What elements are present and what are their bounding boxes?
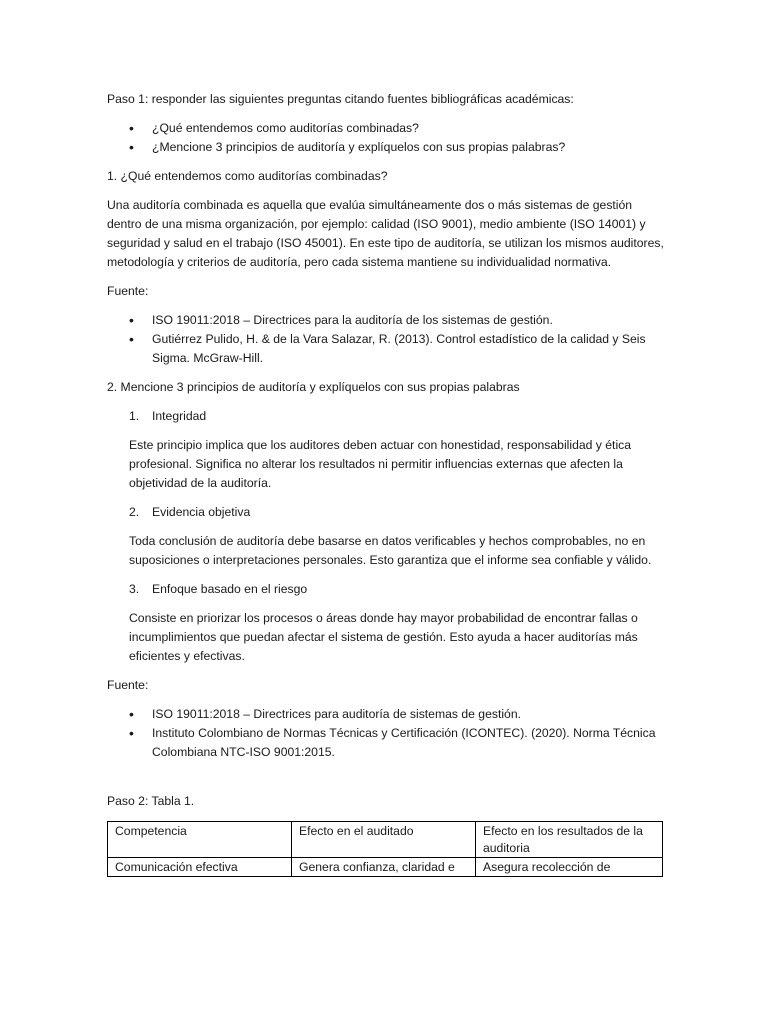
principle-title: Enfoque basado en el riesgo: [152, 582, 308, 596]
principle-title: Evidencia objetiva: [152, 505, 251, 519]
table-cell: Genera confianza, claridad e: [292, 858, 476, 877]
table-cell: Comunicación efectiva: [108, 858, 292, 877]
step1-question-item: • ¿Mencione 3 principios de auditoría y explíquelos con sus propias palabras?: [107, 138, 667, 157]
principle-title: Integridad: [152, 409, 207, 423]
principle-title-item: [107, 407, 667, 426]
q2-source-label: Fuente:: [107, 678, 149, 692]
q2-source-item: • Instituto Colombiano de Normas Técnicas y Certificación (ICONTEC). (2020). Norma Técnica Colombiana NTC-ISO 9001:2015.: [107, 724, 667, 762]
principle-number: 2.: [129, 505, 140, 519]
table-header-cell: Competencia: [108, 822, 292, 858]
principle-title-item: [107, 580, 667, 599]
q1-source-list: [107, 311, 667, 368]
q1-source-item: • ISO 19011:2018 – Directrices para la auditoría de los sistemas de gestión.: [107, 311, 667, 330]
principle-number: 1.: [129, 409, 140, 423]
q1-answer: Una auditoría combinada es aquella que evalúa simultáneamente dos o más sistemas de gestión dentro de una misma organización, por ejemplo: calidad (ISO 9001), medio ambiente (ISO 14001) y seguridad y salud en el trabajo (ISO 45001). En este tipo de auditoría, se utilizan los mismos auditores, metodología y criterios de auditoría, pero cada sistema mantiene su individualidad normativa.: [107, 198, 664, 269]
principle-title-item: [107, 503, 667, 522]
competencies-table: [107, 821, 663, 877]
paragraph-spacer: [107, 772, 667, 792]
table-row: [108, 858, 663, 877]
table-header-cell: Efecto en el auditado: [292, 822, 476, 858]
q2-heading: 2. Mencione 3 principios de auditoría y explíquelos con sus propias palabras: [107, 380, 520, 394]
table-header-row: [108, 822, 663, 858]
step1-intro: Paso 1: responder las siguientes preguntas citando fuentes bibliográficas académicas:: [107, 92, 574, 106]
q1-heading: 1. ¿Qué entendemos como auditorías combinadas?: [107, 169, 388, 183]
principle-text: Este principio implica que los auditores deben actuar con honestidad, responsabilidad y ética profesional. Significa no alterar los resultados ni permitir influencias externas que afecten la objetividad de la auditoría.: [129, 438, 632, 490]
principle-text: Toda conclusión de auditoría debe basarse en datos verificables y hechos comprobables, no en suposiciones o interpretaciones personales. Esto garantiza que el informe sea confiable y válido.: [129, 534, 652, 567]
table-cell: Asegura recolección de: [476, 858, 663, 877]
step1-question-item: • ¿Qué entendemos como auditorías combinadas?: [107, 119, 667, 138]
q2-source-item: • ISO 19011:2018 – Directrices para auditoría de sistemas de gestión.: [107, 705, 667, 724]
step2-title: Paso 2: Tabla 1.: [107, 794, 195, 808]
q1-source-label: Fuente:: [107, 284, 149, 298]
q2-source-list: [107, 705, 667, 762]
q1-source-item: • Gutiérrez Pulido, H. & de la Vara Salazar, R. (2013). Control estadístico de la calidad y Seis Sigma. McGraw-Hill.: [107, 330, 667, 368]
principle-text: Consiste en priorizar los procesos o áreas donde hay mayor probabilidad de encontrar fallas o incumplimientos que puedan afectar el sistema de gestión. Esto ayuda a hacer auditorías más eficientes y efectivas.: [129, 611, 638, 663]
principle-number: 3.: [129, 582, 140, 596]
table-header-cell: Efecto en los resultados de la auditoria: [476, 822, 663, 858]
document-content: [107, 90, 667, 877]
step1-question-list: [107, 119, 667, 157]
